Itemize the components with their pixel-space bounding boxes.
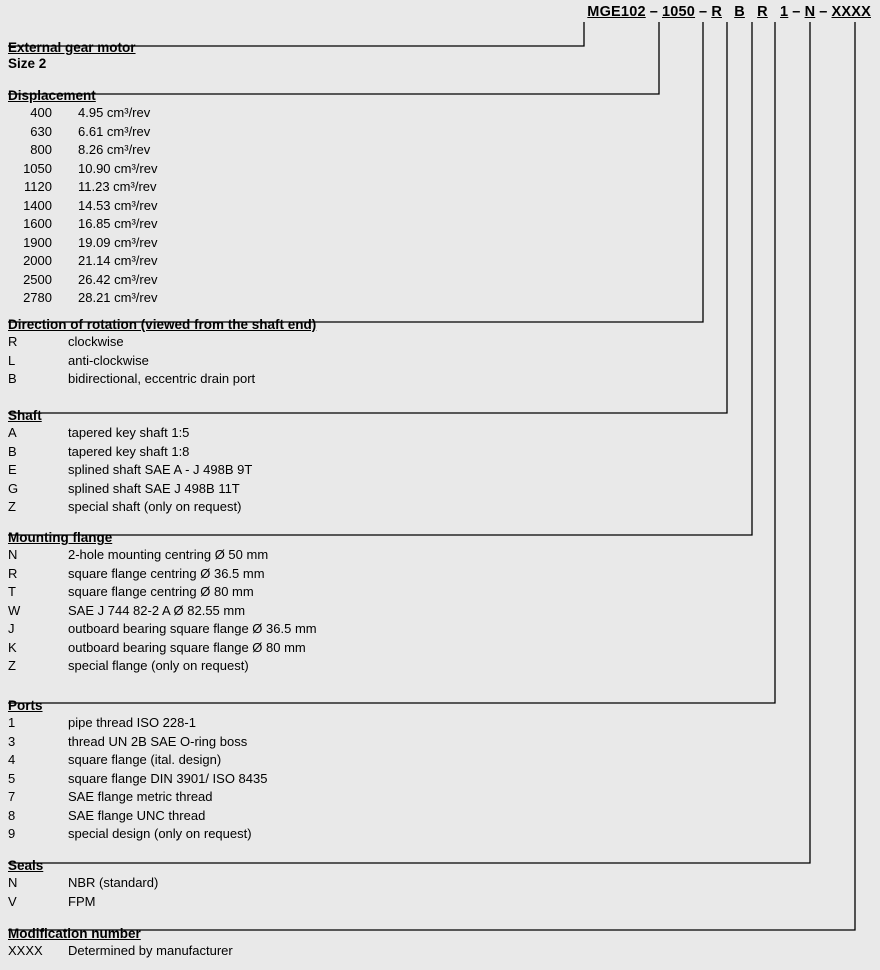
list-item [8,498,708,517]
option-key: L [8,352,16,368]
section-ports-title: Ports [8,698,43,713]
list-item [8,123,708,142]
option-value: SAE flange metric thread [68,789,213,804]
section-mounting-flange [8,530,708,676]
section-seals [8,858,708,911]
option-key: B [8,371,17,386]
code-segment-modification: XXXX [831,4,871,20]
list-item [8,565,708,584]
code-segment-ports: 1 [780,4,789,20]
code-segment-seals: N [804,4,816,20]
list-item [8,714,708,733]
option-key: G [8,480,19,496]
option-key: 3 [8,733,16,749]
option-value: 26.42 cm³/rev [78,271,158,287]
section-model [8,40,708,72]
code-segment-model: MGE102 [587,4,646,20]
option-key: 2000 [23,253,52,268]
list-item [8,271,708,290]
option-key: 1050 [23,160,52,176]
list-item [8,657,708,676]
code-dash-4: – [819,4,828,20]
list-item [8,942,708,961]
option-key: 9 [8,826,16,841]
option-key: 5 [8,770,16,786]
option-value: outboard bearing square flange Ø 80 mm [68,639,306,655]
list-item [8,424,708,443]
option-key: 7 [8,789,16,804]
option-key: 1400 [23,197,52,213]
option-value: tapered key shaft 1:8 [68,443,190,459]
option-key: J [8,621,15,636]
list-item [8,252,708,271]
section-displacement-title: Displacement [8,88,96,103]
list-item [8,197,708,216]
list-item [8,893,708,912]
option-value: square flange centring Ø 36.5 mm [68,565,265,581]
option-key: 1120 [24,179,52,194]
section-modification-number [8,926,708,961]
option-key: 1900 [23,234,52,250]
option-value: splined shaft SAE J 498B 11T [68,480,240,496]
section-shaft-title: Shaft [8,408,42,423]
option-key: 1600 [23,216,52,231]
list-item [8,443,708,462]
option-key: 4 [8,752,16,767]
list-item [8,141,708,160]
section-mounting-flange-title: Mounting flange [8,530,113,545]
option-value: 28.21 cm³/rev [78,290,158,305]
option-key: A [8,425,17,440]
section-displacement-rows [8,104,708,308]
option-value: 14.53 cm³/rev [78,197,158,213]
option-key: V [8,893,17,909]
section-shaft [8,408,708,517]
section-direction [8,317,708,389]
code-dash-2: – [699,4,708,20]
list-item [8,807,708,826]
section-ports [8,698,708,844]
option-value: special shaft (only on request) [68,499,242,514]
list-item [8,733,708,752]
option-key: 1 [8,715,16,730]
code-segment-direction: R [711,4,722,20]
option-value: special design (only on request) [68,826,252,841]
option-value: square flange (ital. design) [68,752,222,767]
list-item [8,104,708,123]
list-item [8,333,708,352]
section-model-title: External gear motor [8,40,136,55]
option-key: 2500 [23,271,52,287]
list-item [8,751,708,770]
list-item [8,770,708,789]
list-item [8,352,708,371]
list-item [8,620,708,639]
list-item [8,215,708,234]
option-value: 11.23 cm³/rev [78,179,157,194]
option-key: 630 [30,123,52,139]
option-value: tapered key shaft 1:5 [68,425,190,440]
option-key: Z [8,658,16,673]
option-key: 2780 [23,290,52,305]
option-value: square flange DIN 3901/ ISO 8435 [68,770,268,786]
option-key: XXXX [8,943,43,958]
order-code-line [586,4,872,20]
option-value: bidirectional, eccentric drain port [68,371,256,386]
list-item [8,602,708,621]
option-value: outboard bearing square flange Ø 36.5 mm [68,621,317,636]
option-key: E [8,462,17,477]
option-key: N [8,875,18,890]
option-key: B [8,443,17,459]
section-modification-number-title: Modification number [8,926,141,941]
option-value: special flange (only on request) [68,658,249,673]
option-value: SAE flange UNC thread [68,807,206,823]
section-seals-title: Seals [8,858,44,873]
list-item [8,825,708,844]
option-value: 4.95 cm³/rev [78,105,151,120]
section-modification-number-rows [8,942,708,961]
section-direction-rows [8,333,708,389]
code-segment-displacement: 1050 [661,4,696,20]
option-key: N [8,547,18,562]
section-mounting-flange-rows [8,546,708,676]
list-item [8,874,708,893]
section-model-subtitle: Size 2 [8,56,47,71]
code-segment-shaft: B [734,4,745,20]
section-displacement [8,88,708,308]
list-item [8,234,708,253]
list-item [8,160,708,179]
list-item [8,178,708,197]
option-value: pipe thread ISO 228-1 [68,715,196,730]
option-value: NBR (standard) [68,875,159,890]
option-value: 6.61 cm³/rev [78,123,151,139]
code-dash-1: – [649,4,658,20]
option-value: SAE J 744 82-2 A Ø 82.55 mm [68,602,246,618]
option-key: R [8,334,18,349]
list-item [8,289,708,308]
list-item [8,583,708,602]
option-value: clockwise [68,334,124,349]
list-item [8,370,708,389]
option-value: splined shaft SAE A - J 498B 9T [68,462,253,477]
option-key: Z [8,499,16,514]
option-value: 2-hole mounting centring Ø 50 mm [68,547,269,562]
option-key: W [8,602,21,618]
list-item [8,546,708,565]
list-item [8,788,708,807]
option-key: 8 [8,807,16,823]
option-key: K [8,639,17,655]
option-value: 21.14 cm³/rev [78,253,158,268]
option-key: 800 [30,142,52,157]
code-dash-3: – [792,4,801,20]
section-ports-rows [8,714,708,844]
option-value: 8.26 cm³/rev [78,142,151,157]
list-item [8,461,708,480]
option-value: FPM [68,893,96,909]
list-item [8,480,708,499]
option-value: Determined by manufacturer [68,943,233,958]
section-direction-title: Direction of rotation (viewed from the shaft end) [8,317,317,332]
option-value: 16.85 cm³/rev [78,216,158,231]
option-value: anti-clockwise [68,352,149,368]
section-shaft-rows [8,424,708,517]
option-key: T [8,584,16,599]
code-segment-flange: R [757,4,768,20]
option-key: 400 [30,105,52,120]
option-key: R [8,565,18,581]
option-value: thread UN 2B SAE O-ring boss [68,733,248,749]
section-seals-rows [8,874,708,911]
list-item [8,639,708,658]
option-value: 10.90 cm³/rev [78,160,158,176]
option-value: 19.09 cm³/rev [78,234,158,250]
option-value: square flange centring Ø 80 mm [68,584,254,599]
